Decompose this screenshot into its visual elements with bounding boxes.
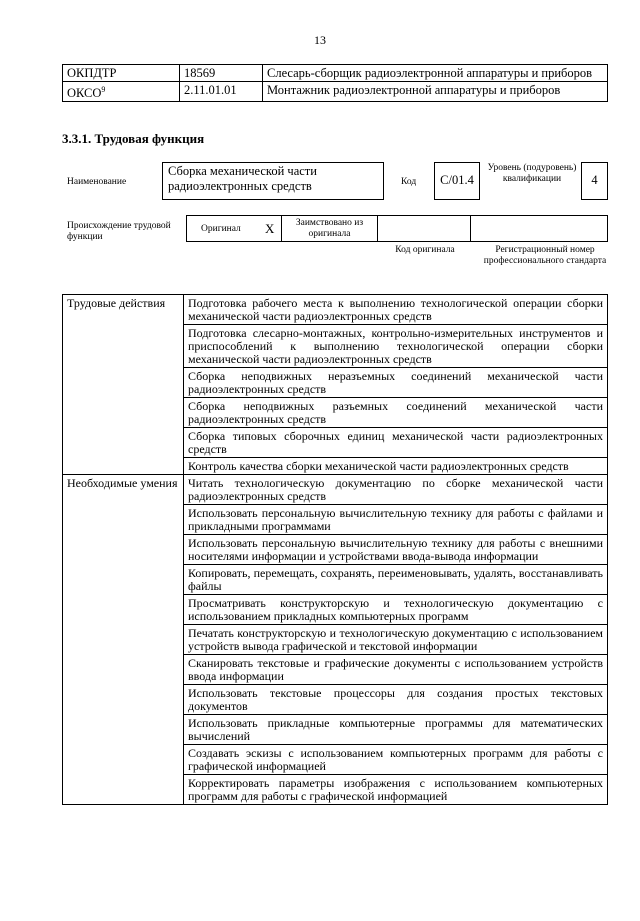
original-mark: X	[265, 221, 275, 236]
list-item: Использовать прикладные компьютерные программы для математических вычислений	[184, 715, 608, 745]
original-box	[186, 215, 282, 242]
function-details-table	[62, 294, 608, 805]
original-label: Оригинал	[201, 224, 241, 234]
name-cell: Монтажник радиоэлектронной аппаратуры и приборов	[263, 82, 608, 102]
section-title: 3.3.1. Трудовая функция	[62, 131, 205, 146]
number-cell: 2.11.01.01	[180, 82, 263, 102]
reg-number-label: Регистрационный номер профессионального стандарта	[483, 245, 607, 266]
list-item: Сборка типовых сборочных единиц механической части радиоэлектронных средств	[184, 428, 608, 458]
list-item: Сканировать текстовые и графические документы с использованием устройств ввода информации	[184, 655, 608, 685]
number-cell: 18569	[180, 65, 263, 82]
list-item: Подготовка рабочего места к выполнению технологической операции сборки механической части радиоэлектронных средств	[184, 295, 608, 325]
name-cell: Слесарь-сборщик радиоэлектронной аппаратуры и приборов	[263, 65, 608, 82]
list-item: Читать технологическую документацию по сборке механической части радиоэлектронных средств	[184, 475, 608, 505]
classifier-codes-table	[62, 64, 608, 102]
list-item: Копировать, перемещать, сохранять, переименовывать, удалять, восстанавливать файлы	[184, 565, 608, 595]
list-item: Сборка неподвижных неразъемных соединений механической части радиоэлектронных средств	[184, 368, 608, 398]
list-item: Использовать текстовые процессоры для создания простых текстовых документов	[184, 685, 608, 715]
reg-number-box	[470, 215, 608, 242]
list-item: Контроль качества сборки механической части радиоэлектронных средств	[184, 458, 608, 475]
list-item: Использовать персональную вычислительную технику для работы с внешними носителями информации и устройствами ввода-вывода информации	[184, 535, 608, 565]
labor-actions-label: Трудовые действия	[63, 295, 184, 475]
list-item: Использовать персональную вычислительную технику для работы с файлами и прикладными программами	[184, 505, 608, 535]
level-box: 4	[581, 162, 608, 200]
list-item: Корректировать параметры изображения с использованием компьютерных программ для работы с графической информацией	[184, 775, 608, 805]
list-item: Просматривать конструкторскую и технологическую документацию с использованием прикладных компьютерных программ	[184, 595, 608, 625]
code-label: Код	[401, 177, 417, 187]
code-cell	[63, 82, 180, 102]
function-name-box: Сборка механической части радиоэлектронных средств	[162, 162, 384, 200]
list-item: Сборка неподвижных разъемных соединений механической части радиоэлектронных средств	[184, 398, 608, 428]
skills-label: Необходимые умения	[63, 475, 184, 805]
code-text: ОКСО	[67, 86, 102, 101]
code-cell: ОКПДТР	[63, 65, 180, 82]
level-label: Уровень (подуровень) квалификации	[487, 163, 577, 184]
function-code-box: C/01.4	[434, 162, 480, 200]
name-label: Наименование	[67, 177, 127, 187]
table-row	[63, 295, 608, 325]
page-number: 13	[314, 33, 326, 47]
origin-label: Происхождение трудовой функции	[67, 221, 171, 242]
table-row	[63, 82, 608, 102]
list-item: Подготовка слесарно-монтажных, контрольно-измерительных инструментов и приспособлений к выполнению технологической операции сборки механической части радиоэлектронных средств	[184, 325, 608, 368]
table-row	[63, 65, 608, 82]
list-item: Создавать эскизы с использованием компьютерных программ для работы с графической информацией	[184, 745, 608, 775]
code-original-label: Код оригинала	[395, 245, 455, 255]
list-item: Печатать конструкторскую и технологическую документацию с использованием устройств вывода графической и текстовой информации	[184, 625, 608, 655]
code-original-box	[377, 215, 471, 242]
footnote-mark: 9	[101, 85, 106, 94]
borrowed-box: Заимствовано из оригинала	[281, 215, 378, 242]
table-row	[63, 475, 608, 505]
